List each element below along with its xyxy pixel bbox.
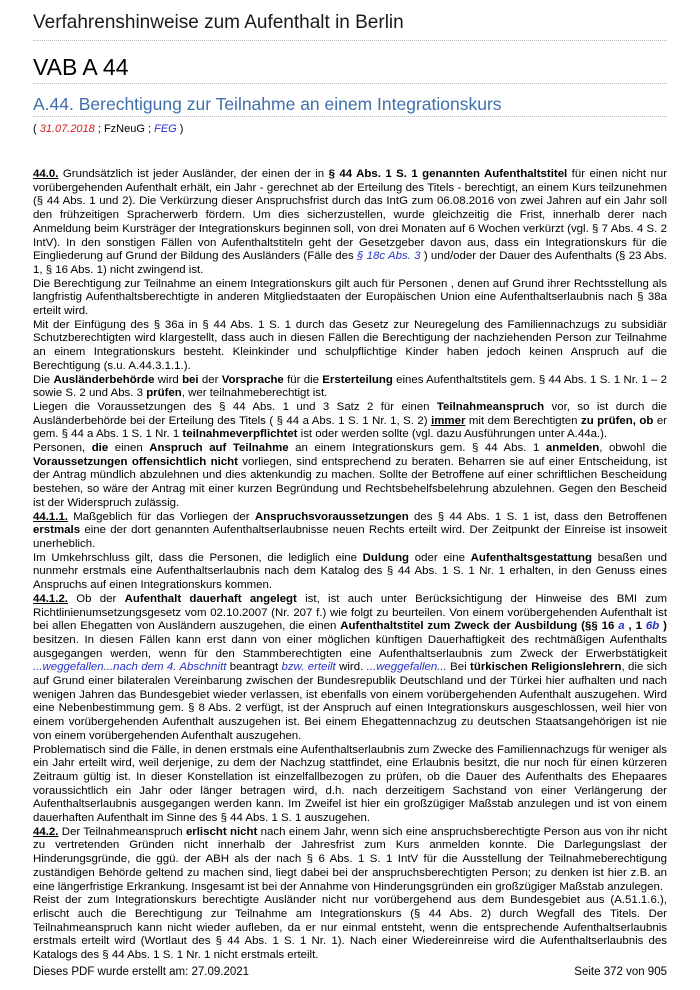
title-divider <box>33 116 667 117</box>
law-link-16a[interactable]: a <box>618 620 625 633</box>
paragraph-44-2: 44.2. Der Teilnahmeanspruch erlischt nicht nach einem Jahr, wenn sich eine anspruchsberechtigte Person aus von ihr nicht zu vertretenden Gründen nicht innerhalb der Jahresfrist zum Kurs anmelden konnte. Die Darlegungslast der Hinderungsgründe, die ggü. der ABH als der nach § 6 Abs. 1 S. 1 IntV für die Ausstellung der Teilnahmeberechtigung zuständigen Behörde geltend zu machen sind, liegt dabei bei der anspruchsberechtigten Person; zu denken ist hier z.B. an eine längerfristige Erkrankung. Insgesamt ist bei der Annahme von Hinderungsgründen ein großzügiger Maßstab anzulegen. <box>33 825 667 893</box>
removed-text-link-1[interactable]: ...weggefallen...nach dem 4. Abschnitt <box>33 661 227 674</box>
amended-text-link[interactable]: bzw. erteilt <box>281 661 336 674</box>
section-title: A.44. Berechtigung zur Teilnahme an einem Integrationskurs <box>33 94 502 114</box>
paragraph-number: 44.0. <box>33 168 59 180</box>
amendment-references: ( 31.07.2018 ; FzNeuG ; FEG ) <box>33 123 184 135</box>
paragraph-44-0: 44.0. Grundsätzlich ist jeder Ausländer, der einen der in § 44 Abs. 1 S. 1 genannten Aufenthaltstitel für einen nicht nur vorübergehenden Aufenthalt erhält, ein Jahr - gerechnet ab der Erteilung des Titels - berechtigt, an einem Kurs teilzunehmen (§ 44 Abs. 1 und 2). Die Verkürzung dieser Anspruchsfrist durch das IntG zum 06.08.2016 von zwei Jahren auf ein Jahr soll den frühzeitigen Spracherwerb fördern. Um dies sicherzustellen, wurde gleichzeitig die Frist, innerhalb derer nach Anmeldung beim Kursträger der Integrationskurs beginnen soll, von drei Monaten auf 6 Wochen verkürzt (vgl. § 7 Abs. 4 S. 2 IntV). In den sonstigen Fällen von Aufenthaltstiteln geht der Gesetzgeber davon aus, dass ein Integrationskurs für die Eingliederung auf Grund der Bildung des Ausländers (Fälle des § 18c Abs. 3 ) und/oder der Dauer des Aufenthalts (§ 23 Abs. 1, § 16 Abs. 1) nicht zwingend ist. <box>33 168 668 276</box>
feg-link[interactable]: FEG <box>154 123 177 135</box>
paragraph-number: 44.1.1. <box>33 510 68 523</box>
paragraph-auslaenderbehoerde: Die Ausländerbehörde wird bei der Vorsprache für die Ersterteilung eines Aufenthaltstitels gem. § 44 Abs. 1 S. 1 Nr. 1 – 2 sowie S. 2 und Abs. 3 prüfen, wer teilnahmeberechtigt ist. <box>33 373 667 400</box>
paragraph-teilnahmeanspruch: Liegen die Voraussetzungen des § 44 Abs. 1 und 3 Satz 2 für einen Teilnahmeanspruch vor, so ist durch die Ausländerbehörde bei der Erteilung des Titels ( § 44 a Abs. 1 S. 1 Nr. 1, S. 2) immer mit dem Berechtigten zu prüfen, ob er gem. § 44 a Abs. 1 S. 1 Nr. 1 teilnahmeverpflichtet ist oder werden sollte (vgl. dazu Ausführungen unter A.44a.). <box>33 400 668 441</box>
paragraph-problematisch: Problematisch sind die Fälle, in denen erstmals eine Aufenthaltserlaubnis zum Zwecke des Familiennachzugs für weniger als ein Jahr erteilt wird, weil derjenige, zu dem der Nachzug stattfindet, eine Erlaubnis besitzt, die nur noch für einen kürzeren Zeitraum gültig ist. In dieser Konstellation ist einzelfallbezogen zu prüfen, ob die Dauer des Aufenthalts des Ehepaares voraussichtlich ein Jahr oder länger betragen wird, d.h. nach derzeitigem Sachstand von einer Verlängerung der Aufenthaltserlaubnis ausgegangen werden kann. Im Zweifel ist hier ein großzügiger Maßstab anzulegen und ist von einem dauerhaften Aufenthalt im Sinne des § 44 Abs. 1 S. 1 auszugehen. <box>33 743 667 825</box>
section-divider <box>33 83 667 84</box>
law-link-18c[interactable]: § 18c Abs. 3 <box>357 250 421 263</box>
law-link-16b[interactable]: 6b <box>645 620 660 633</box>
amendment-date-link[interactable]: 31.07.2018 <box>39 123 95 135</box>
paragraph-44-1-1: 44.1.1. Maßgeblich für das Vorliegen der Anspruchsvoraussetzungen des § 44 Abs. 1 S. 1 ist, dass den Betroffenen erstmals eine der dort genannten Aufenthaltserlaubnisse neuen Rechts erteilt wird. Der Zeitpunkt der Einreise ist insoweit unerheblich. <box>33 510 667 550</box>
header-divider <box>33 40 667 41</box>
paragraph-personen: Personen, die einen Anspruch auf Teilnahme an einem Integrationskurs gem. § 44 Abs. 1 anmelden, obwohl die Voraussetzungen offensichtlich nicht vorliegen, sind entsprechend zu beraten. Beharren sie auf einer Entscheidung, ist der Antrag mündlich abzulehnen und dies aktenkundig zu machen. Sollte der Betroffene auf einer schriftlichen Bescheidung bestehen, so wäre der Antrag mit einer kurzen Begründung und Rechtsbehelfsbelehrung abzulehnen. Gegen den Bescheid ist der Widerspruch zulässig. <box>33 442 667 509</box>
paragraph-ausreise: Reist der zum Integrationskurs berechtigte Ausländer nicht nur vorübergehend aus dem Bundesgebiet aus (A.51.1.6.), erlischt auch die Berechtigung zur Teilnahme am Integrationskurs (§ 44 Abs. 2) durch Wegfall des Titels. Der Teilnahmeanspruch kann nicht wieder aufleben, da er nur einmal entsteht, wenn die entsprechende Aufenthaltserlaubnis erstmals erteilt wird (Wortlaut des § 44 Abs. 1 S. 1 Nr. 1). Nach einer Wiedereinreise wird die Aufenthaltserlaubnis des Katalogs des § 44 Abs. 1 S. 1 Nr. 1 nicht erstmals erteilt. <box>33 894 667 962</box>
paragraph-number: 44.1.2. <box>33 592 68 605</box>
removed-text-link-2[interactable]: ...weggefallen... <box>366 661 447 674</box>
paragraph-38a: Die Berechtigung zur Teilnahme an einem Integrationskurs gilt auch für Personen , denen auf Grund ihrer Rechtsstellung als langfristig Aufenthaltsberechtigte in anderen Mitgliedstaaten der Europäischen Union eine Aufenthaltserlaubnis nach § 38a erteilt wird. <box>33 277 667 318</box>
paragraph-36a: Mit der Einfügung des § 36a in § 44 Abs. 1 S. 1 durch das Gesetz zur Neuregelung des Familiennachzugs zu subsidiär Schutzberechtigten wird klargestellt, dass auch in diesen Fällen die Berechtigung der nachziehenden Person zur Teilnahme an einem Integrationskurs besteht. Kleinkinder und schulpflichtige Kinder haben jedoch keinen Anspruch auf die Berechtigung (s.u. A.44.3.1.1.). <box>33 318 667 372</box>
page-footer <box>33 966 667 978</box>
paragraph-umkehrschluss: Im Umkehrschluss gilt, dass die Personen, die lediglich eine Duldung oder eine Aufenthaltsgestattung besaßen und nunmehr erstmals eine Aufenthaltserlaubnis nach dem Katalog des § 44 Abs. 1 S. 1 Nr. 1 erhalten, in den Genuss eines Anspruchs auf einen Integrationskurs kommen. <box>33 551 667 592</box>
page-number: Seite 372 von 905 <box>574 966 667 978</box>
paragraph-number: 44.2. <box>33 825 59 838</box>
creation-date: Dieses PDF wurde erstellt am: 27.09.2021 <box>33 966 250 978</box>
running-title: Verfahrenshinweise zum Aufenthalt in Berlin <box>33 12 404 33</box>
section-code: VAB A 44 <box>33 54 129 80</box>
document-body <box>33 168 667 963</box>
paragraph-44-1-2: 44.1.2. Ob der Aufenthalt dauerhaft angelegt ist, ist auch unter Berücksichtigung der Hinweise des BMI zum Richtlinienumsetzungsgesetz vom 02.10.2007 (Nr. 207 f.) wie folgt zu beurteilen. Von einem vorübergehenden Aufenthalt ist bei allen Ehegatten von Ausländern auszugehen, die einen Aufenthaltstitel zum Zweck der Ausbildung (§§ 16 a , 1 6b ) besitzen. In diesen Fällen kann erst dann von einer möglichen künftigen Dauerhaftigkeit des rechtmäßigen Aufenthalts ausgegangen werden, wenn für den Stammberechtigten eine Aufenthaltserlaubnis zum Zweck der Erwerbstätigkeit ...weggefallen...nach dem 4. Abschnitt beantragt bzw. erteilt wird. ...weggefallen... Bei türkischen Religionslehrern, die sich auf Grund einer bilateralen Vereinbarung zwischen der Bundesrepublik Deutschland und der Türkei hier aufhalten und nach wenigen Jahren das Bundesgebiet wieder verlassen, ist ebenfalls von einem vorübergehenden Aufenthalt auszugehen. Wird eine Nebenbestimmung gem. § 8 Abs. 2 verfügt, ist der Anspruch auf einen Integrationskurs ausgeschlossen, weil hier von einem vorübergehenden Aufenthalt auszugehen ist. Bei einem Ehegattennachzug zu deutschen Staatsangehörigen ist nie von einem vorübergehenden Aufenthalt auszugehen. <box>33 592 668 742</box>
